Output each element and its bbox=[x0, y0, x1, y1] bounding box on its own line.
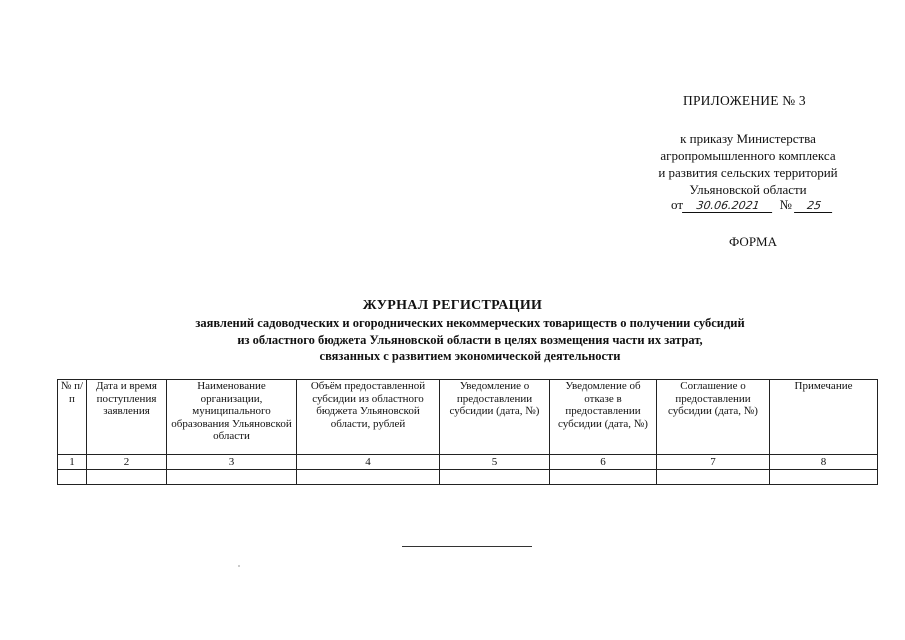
column-header: Наименование организации, муниципального образования Ульяновской области bbox=[167, 380, 297, 455]
table-cell bbox=[657, 469, 770, 484]
scan-speck bbox=[238, 565, 240, 567]
registration-table bbox=[57, 379, 878, 485]
order-line: агропромышленного комплекса bbox=[660, 148, 836, 163]
order-line: Ульяновской области bbox=[689, 182, 807, 197]
journal-subtitle-line: заявлений садоводческих и огороднических некоммерческих товариществ о получении субсидий bbox=[195, 316, 745, 330]
column-number: 2 bbox=[87, 455, 167, 470]
column-number: 8 bbox=[770, 455, 878, 470]
column-header: Соглашение о предоставлении субсидии (дата, №) bbox=[657, 380, 770, 455]
table-cell bbox=[297, 469, 440, 484]
column-number: 4 bbox=[297, 455, 440, 470]
journal-title: ЖУРНАЛ РЕГИСТРАЦИИ bbox=[362, 298, 543, 313]
table-cell bbox=[440, 469, 550, 484]
order-number-prefix: № bbox=[779, 197, 792, 212]
order-reference bbox=[628, 130, 868, 198]
column-number-row bbox=[58, 455, 878, 470]
column-header: Примечание bbox=[770, 380, 878, 455]
column-number: 1 bbox=[58, 455, 87, 470]
closing-rule bbox=[402, 546, 532, 547]
order-line: и развития сельских территорий bbox=[658, 165, 838, 180]
table-cell bbox=[770, 469, 878, 484]
column-number: 7 bbox=[657, 455, 770, 470]
table-cell bbox=[167, 469, 297, 484]
column-header: № п/п bbox=[58, 380, 87, 455]
order-line: к приказу Министерства bbox=[680, 131, 816, 146]
column-number: 3 bbox=[167, 455, 297, 470]
form-label: ФОРМА bbox=[729, 234, 777, 249]
order-date-handwritten: 30.06.2021 bbox=[682, 199, 774, 213]
column-number: 5 bbox=[440, 455, 550, 470]
table-cell bbox=[87, 469, 167, 484]
column-header: Дата и время поступления заявления bbox=[87, 380, 167, 455]
table-cell bbox=[58, 469, 87, 484]
order-number-handwritten: 25 bbox=[794, 199, 834, 213]
journal-subtitle-line: из областного бюджета Ульяновской области в целях возмещения части их затрат, bbox=[237, 332, 703, 347]
order-date-prefix: от bbox=[671, 197, 684, 212]
table-header-row bbox=[58, 380, 878, 455]
table-cell bbox=[550, 469, 657, 484]
column-header: Объём предоставленной субсидии из областного бюджета Ульяновской области, рублей bbox=[297, 380, 440, 455]
journal-subtitle bbox=[60, 315, 880, 365]
order-date-number bbox=[671, 197, 833, 213]
column-header: Уведомление об отказе в предоставлении субсидии (дата, №) bbox=[550, 380, 657, 455]
column-number: 6 bbox=[550, 455, 657, 470]
table-row bbox=[58, 469, 878, 484]
column-header: Уведомление о предоставлении субсидии (дата, №) bbox=[440, 380, 550, 455]
journal-subtitle-line: связанных с развитием экономической деятельности bbox=[319, 349, 621, 363]
appendix-title: ПРИЛОЖЕНИЕ № 3 bbox=[683, 93, 806, 108]
